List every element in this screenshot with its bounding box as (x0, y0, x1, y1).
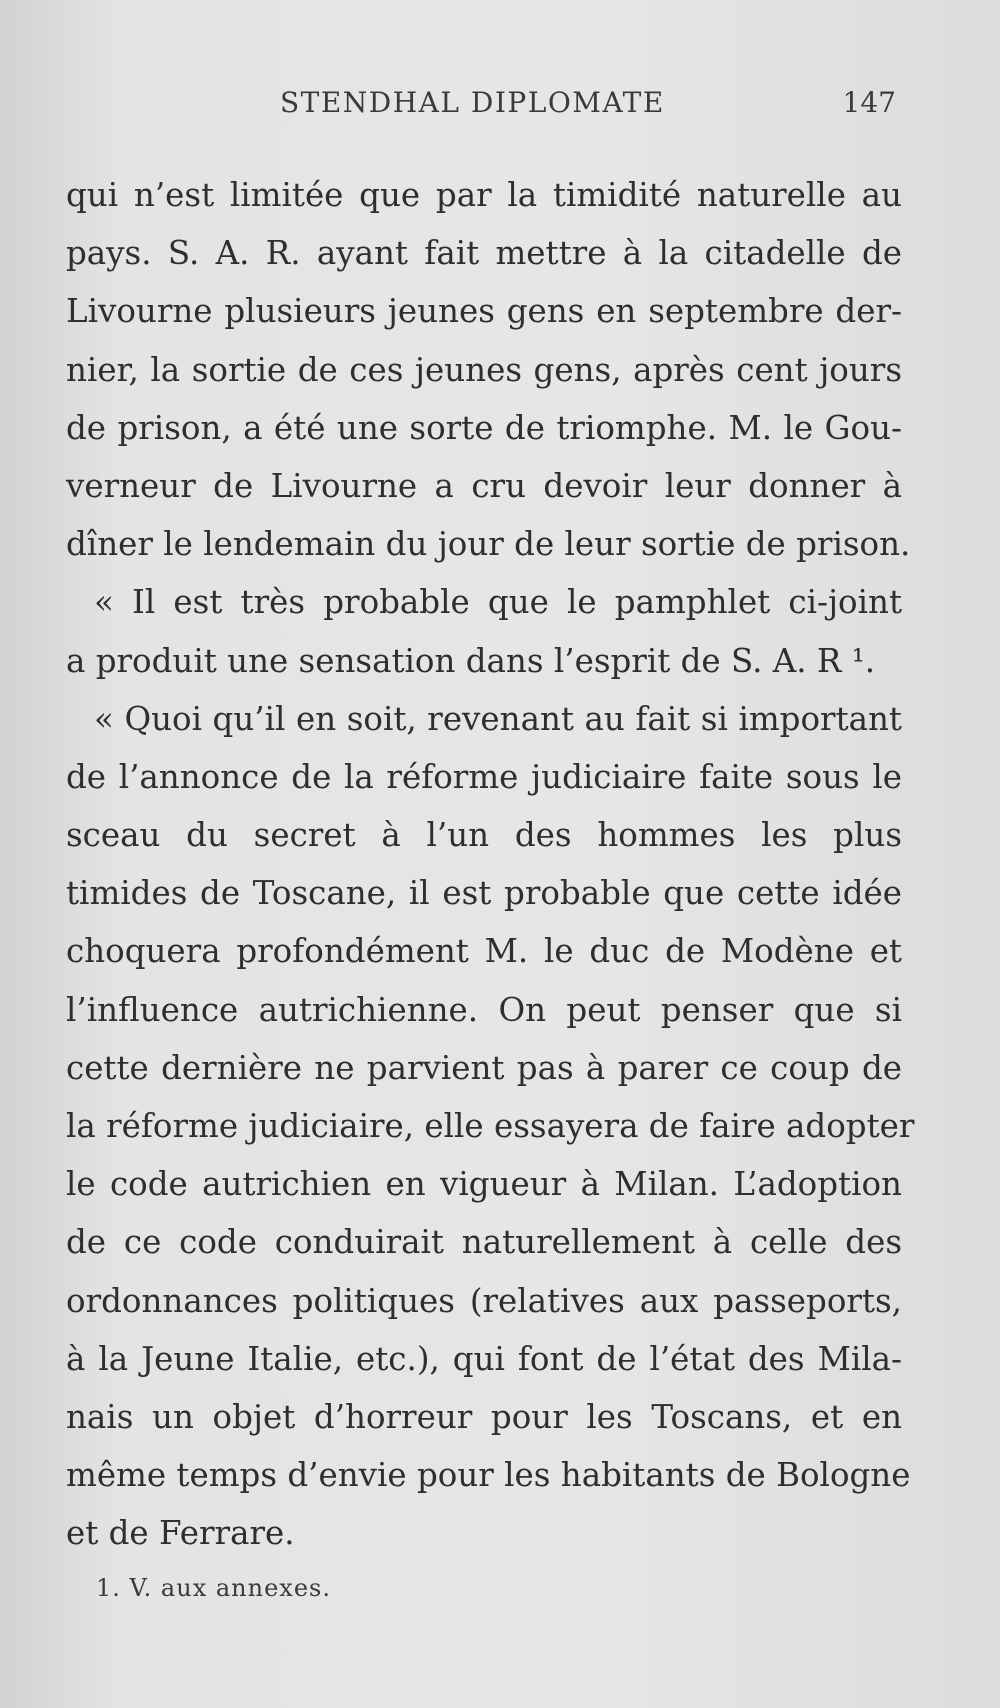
footnote: 1. V. aux annexes. (96, 1574, 331, 1602)
text-line: le code autrichien en vigueur à Milan. L’adoption (66, 1165, 902, 1204)
text-line: choquera profondément M. le duc de Modène et (66, 932, 902, 971)
page-number: 147 (842, 86, 896, 119)
text-line: verneur de Livourne a cru devoir leur donner à (66, 466, 902, 505)
text-line: Livourne plusieurs jeunes gens en septembre der- (66, 292, 902, 331)
text-line: nais un objet d’horreur pour les Toscans, et en (66, 1397, 902, 1436)
text-line: dîner le lendemain du jour de leur sortie de prison. (66, 525, 911, 564)
running-title: STENDHAL DIPLOMATE (280, 86, 665, 119)
text-line: et de Ferrare. (66, 1514, 295, 1553)
text-line: « Il est très probable que le pamphlet ci-joint (94, 583, 902, 622)
text-line: de prison, a été une sorte de triomphe. M. le Gou- (66, 408, 902, 447)
text-line: la réforme judiciaire, elle essayera de faire adopter (66, 1107, 915, 1145)
text-line: ordonnances politiques (relatives aux passeports, (66, 1281, 902, 1320)
text-line: sceau du secret à l’un des hommes les plus (66, 816, 902, 855)
page-header (0, 86, 1000, 126)
text-line: a produit une sensation dans l’esprit de S. A. R ¹. (66, 641, 876, 680)
text-line: timides de Toscane, il est probable que cette idée (66, 874, 902, 913)
text-line: qui n’est limitée que par la timidité naturelle au (66, 176, 902, 214)
text-line: nier, la sortie de ces jeunes gens, après cent jours (66, 350, 902, 389)
text-line: l’influence autrichienne. On peut penser que si (66, 990, 902, 1029)
text-line: « Quoi qu’il en soit, revenant au fait si important (94, 699, 902, 738)
text-line: de l’annonce de la réforme judiciaire faite sous le (66, 757, 902, 796)
text-line: à la Jeune Italie, etc.), qui font de l’état des Mila- (66, 1339, 902, 1378)
text-line: de ce code conduirait naturellement à celle des (66, 1223, 902, 1262)
text-line: cette dernière ne parvient pas à parer ce coup de (66, 1048, 902, 1087)
body-text (66, 166, 915, 1563)
text-line: même temps d’envie pour les habitants de Bologne (66, 1456, 911, 1495)
text-line: pays. S. A. R. ayant fait mettre à la citadelle de (66, 234, 902, 273)
